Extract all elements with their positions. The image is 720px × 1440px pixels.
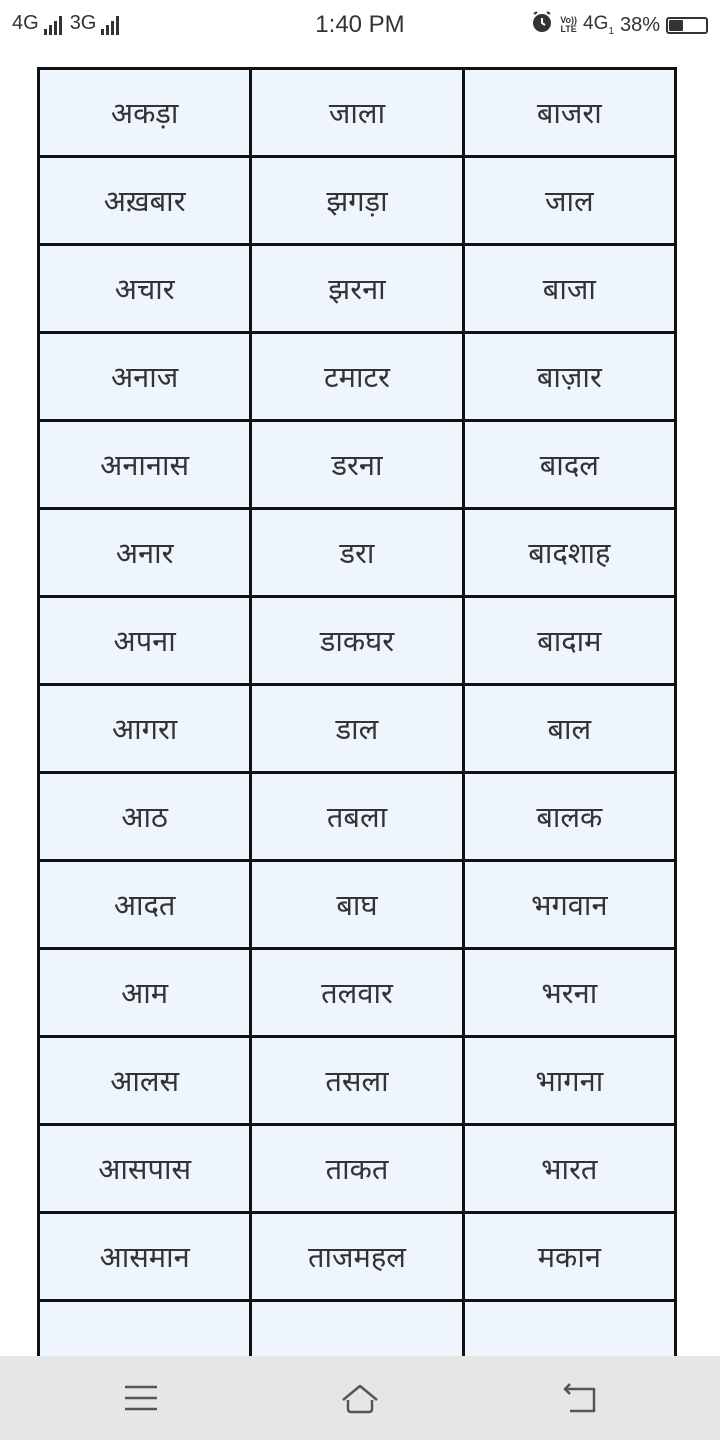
table-cell: आसपास xyxy=(39,1125,251,1213)
table-cell: जाला xyxy=(251,69,463,157)
volte-bottom-label: LTE xyxy=(560,24,577,34)
table-cell: तबला xyxy=(251,773,463,861)
table-cell: अचार xyxy=(39,245,251,333)
table-cell: भरना xyxy=(463,949,675,1037)
menu-button[interactable] xyxy=(121,1378,161,1418)
table-cell: अनार xyxy=(39,509,251,597)
clock: 1:40 PM xyxy=(315,11,405,38)
table-cell: आदत xyxy=(39,861,251,949)
table-cell: डाकघर xyxy=(251,597,463,685)
table-row xyxy=(39,245,676,333)
system-indicators xyxy=(530,10,708,40)
table-cell: भागना xyxy=(463,1037,675,1125)
table-row xyxy=(39,1301,676,1357)
table-row xyxy=(39,1037,676,1125)
table-cell: डरा xyxy=(251,509,463,597)
signal-icon xyxy=(101,15,119,35)
table-cell: तलवार xyxy=(251,949,463,1037)
network-4g xyxy=(583,13,614,37)
table-cell: अकड़ा xyxy=(39,69,251,157)
table-cell: बाज़ार xyxy=(463,333,675,421)
network-4g-label: 4G xyxy=(583,13,609,35)
table-row xyxy=(39,773,676,861)
table-cell: अनानास xyxy=(39,421,251,509)
signal-icon xyxy=(44,15,62,35)
network-4g-sim: 1 xyxy=(608,25,614,37)
table-cell: बाघ xyxy=(251,861,463,949)
table-cell: आसमान xyxy=(39,1213,251,1301)
alarm-icon xyxy=(530,10,554,40)
table-cell: अख़बार xyxy=(39,157,251,245)
table-row xyxy=(39,949,676,1037)
menu-icon xyxy=(121,1378,161,1418)
table-cell xyxy=(251,1301,463,1357)
word-table xyxy=(37,67,677,1356)
table-row xyxy=(39,685,676,773)
table-cell: अनाज xyxy=(39,333,251,421)
table-cell: बाल xyxy=(463,685,675,773)
navigation-bar xyxy=(0,1356,720,1440)
status-bar xyxy=(0,0,720,50)
table-row xyxy=(39,157,676,245)
table-cell: डाल xyxy=(251,685,463,773)
table-cell: ताकत xyxy=(251,1125,463,1213)
table-cell: भारत xyxy=(463,1125,675,1213)
network-1 xyxy=(12,12,62,35)
network-2-label: 3G xyxy=(69,12,97,34)
network-2 xyxy=(70,12,120,35)
table-cell: अपना xyxy=(39,597,251,685)
table-cell: टमाटर xyxy=(251,333,463,421)
network-indicators xyxy=(12,12,119,35)
table-cell: तसला xyxy=(251,1037,463,1125)
word-table-container[interactable] xyxy=(37,67,677,1356)
back-icon xyxy=(558,1378,598,1418)
table-row xyxy=(39,597,676,685)
table-cell: भगवान xyxy=(463,861,675,949)
network-1-label: 4G xyxy=(12,12,39,34)
table-cell xyxy=(463,1301,675,1357)
table-cell: आठ xyxy=(39,773,251,861)
home-button[interactable] xyxy=(340,1378,380,1418)
table-cell: डरना xyxy=(251,421,463,509)
word-table-body xyxy=(39,69,676,1357)
table-cell: मकान xyxy=(463,1213,675,1301)
table-cell: आम xyxy=(39,949,251,1037)
table-cell: बाजरा xyxy=(463,69,675,157)
table-row xyxy=(39,69,676,157)
table-cell: आलस xyxy=(39,1037,251,1125)
table-cell: बालक xyxy=(463,773,675,861)
table-row xyxy=(39,861,676,949)
battery-icon xyxy=(666,17,708,34)
table-row xyxy=(39,509,676,597)
table-cell: जाल xyxy=(463,157,675,245)
battery-percent: 38% xyxy=(619,13,660,36)
table-cell xyxy=(39,1301,251,1357)
table-cell: ताजमहल xyxy=(251,1213,463,1301)
table-cell: झरना xyxy=(251,245,463,333)
battery-fill xyxy=(669,20,683,31)
home-icon xyxy=(340,1378,380,1418)
table-row xyxy=(39,421,676,509)
table-cell: बादशाह xyxy=(463,509,675,597)
table-cell: आगरा xyxy=(39,685,251,773)
volte-icon xyxy=(560,16,577,34)
table-cell: झगड़ा xyxy=(251,157,463,245)
volte-top-label: Vo)) xyxy=(560,15,578,25)
back-button[interactable] xyxy=(558,1378,598,1418)
table-row xyxy=(39,1125,676,1213)
table-cell: बादाम xyxy=(463,597,675,685)
table-cell: बाजा xyxy=(463,245,675,333)
table-row xyxy=(39,1213,676,1301)
table-cell: बादल xyxy=(463,421,675,509)
table-row xyxy=(39,333,676,421)
